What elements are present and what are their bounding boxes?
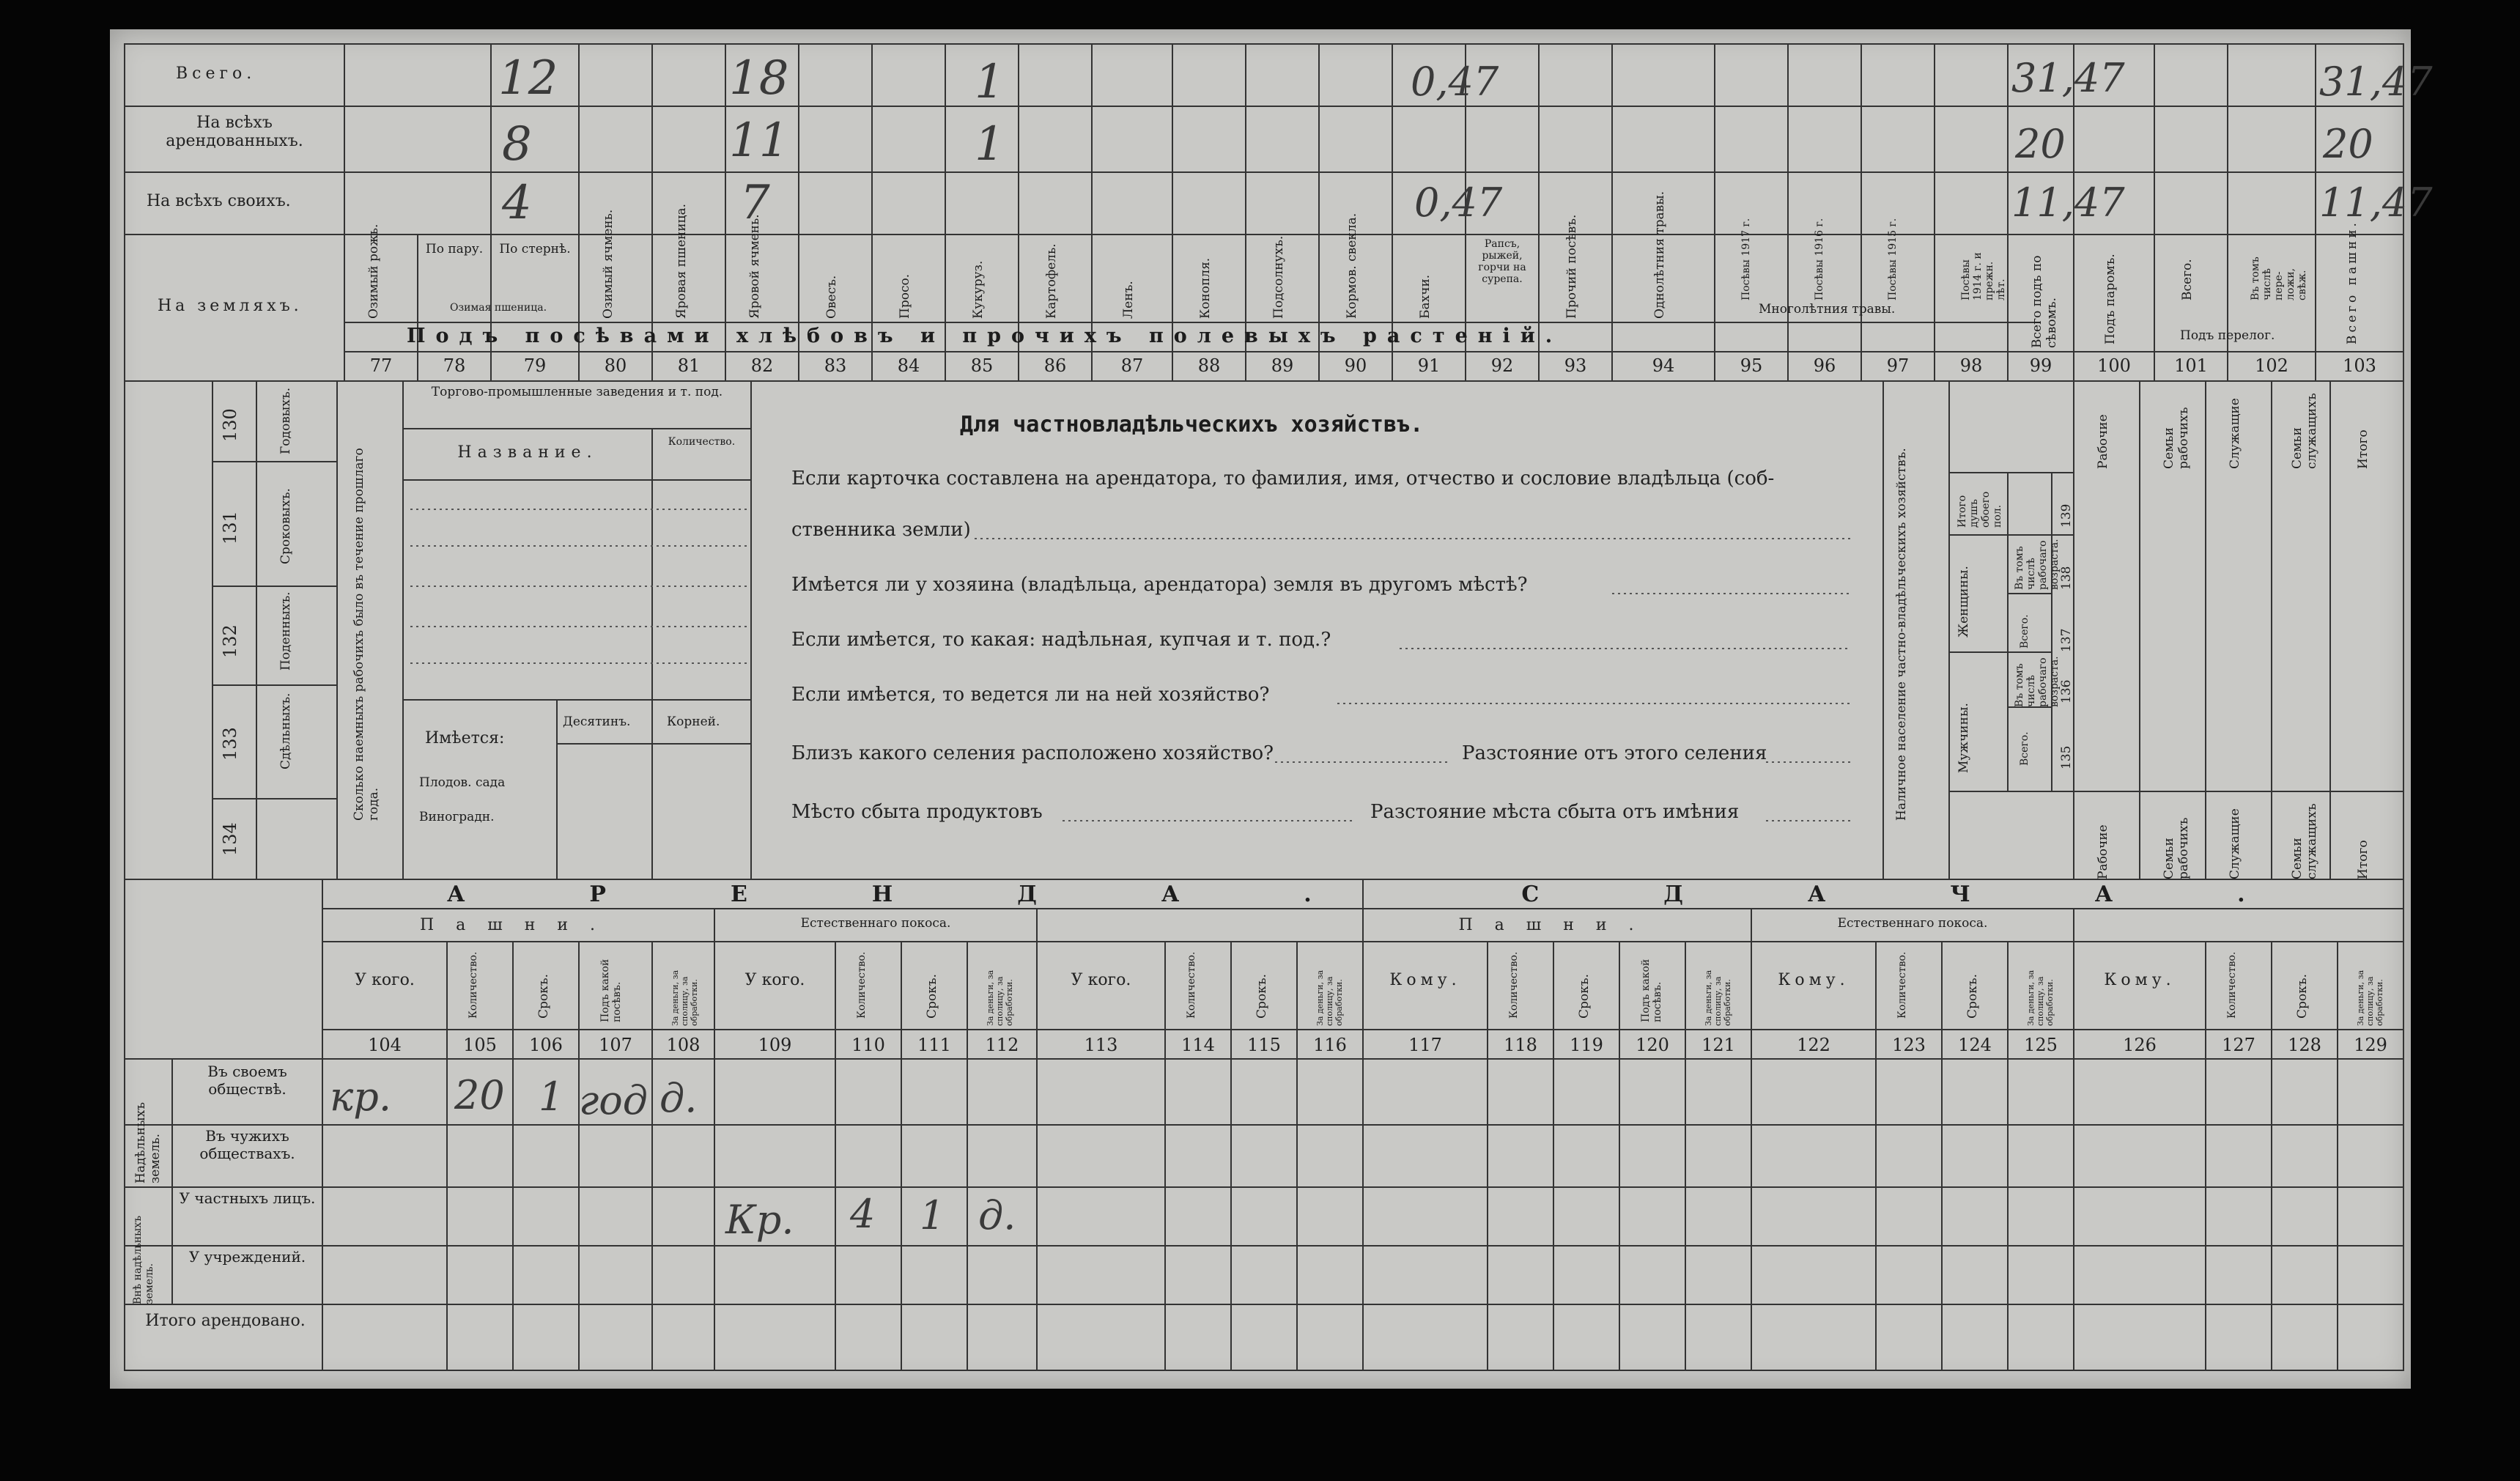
pop-men: Мужчины.: [1956, 703, 1971, 773]
col-num-88: 88: [1197, 355, 1221, 376]
crop-header-7: Просо.: [898, 273, 912, 319]
crop-header-1: По пару.: [425, 242, 484, 256]
sdacha-pokos: Естественнаго покоса.: [1837, 916, 1988, 931]
hand-c99-rented: 20: [2015, 121, 2066, 167]
col-num-78: 78: [443, 355, 466, 376]
a-dengi-3: За деньги, за сполицу, за обработки.: [1315, 970, 1344, 1026]
a-col-113: 113: [1084, 1035, 1118, 1055]
a-srok-1: Срокъ.: [536, 974, 551, 1019]
s-posev-1: Подъ какой посѣвъ.: [1640, 959, 1663, 1022]
a-col-127: 127: [2222, 1035, 2255, 1055]
col-num-95: 95: [1740, 355, 1763, 376]
private-line-9: Разстояние мѣста сбыта отъ имѣния: [1370, 801, 1740, 823]
a-col-121: 121: [1701, 1035, 1735, 1055]
a-col-117: 117: [1408, 1035, 1442, 1055]
s-qty-2: Количество.: [1896, 951, 1908, 1019]
private-line-4: Если имѣется, то какая: надѣльная, купчая и т. под.?: [791, 629, 1331, 651]
a-col-116: 116: [1313, 1035, 1347, 1055]
a-col-125: 125: [2024, 1035, 2058, 1055]
col-num-102: 102: [2255, 355, 2288, 376]
col-num-80: 80: [604, 355, 627, 376]
crop-header-3: Озимый ячмень.: [601, 209, 616, 319]
pop-men-workers: Въ томъ числѣ рабочаго возраста.: [2014, 656, 2061, 707]
a-srok-3: Срокъ.: [1255, 974, 1269, 1019]
private-line-6: Близъ какого селения расположено хозяйство?: [791, 742, 1274, 764]
col-num-87: 87: [1120, 355, 1144, 376]
a-qty-3: Количество.: [1186, 951, 1197, 1019]
col-num-100: 100: [2097, 355, 2131, 376]
hand-c103-total: 31,47: [2319, 59, 2433, 105]
a-dengi-1: За деньги, за сполицу, за обработки.: [670, 970, 699, 1026]
s-komu-2: Кому.: [1778, 971, 1850, 989]
hand-c103-own: 11,47: [2319, 180, 2433, 226]
fallow-group-label: Подъ перелог.: [2180, 328, 2275, 343]
wheat-group-label: Озимая пшеница.: [449, 302, 547, 314]
col-num-103: 103: [2343, 355, 2376, 376]
a-col-129: 129: [2354, 1035, 2387, 1055]
s-srok-2: Срокъ.: [1965, 974, 1980, 1019]
crop-header-23: Подъ паромъ.: [2103, 254, 2118, 344]
private-line-3: Имѣется ли у хозяина (владѣльца, арендатора) земля въ другомъ мѣстѣ?: [791, 574, 1528, 596]
a-col-114: 114: [1181, 1035, 1215, 1055]
col-num-98: 98: [1959, 355, 1983, 376]
perennial-group-label: Многолѣтния травы.: [1759, 302, 1896, 317]
private-line-5: Если имѣется, то ведется ли на ней хозяйство?: [791, 684, 1270, 706]
pop-women-workers: Въ томъ числѣ рабочаго возраста.: [2014, 539, 2061, 590]
worker-num-134: 134: [220, 822, 240, 856]
s-qty-1: Количество.: [1508, 951, 1520, 1019]
row-label-rented: На всѣхъ арендованныхъ.: [166, 114, 303, 150]
crop-header-2: По стернѣ.: [499, 242, 571, 256]
crop-header-14: Бахчи.: [1418, 274, 1433, 319]
hand-r3-pay: д.: [978, 1192, 1016, 1238]
hand-c91-total: 0,47: [1411, 59, 1499, 105]
worker-num-133: 133: [220, 727, 240, 761]
a-col-105: 105: [463, 1035, 497, 1055]
crop-header-10: Ленъ.: [1121, 281, 1136, 319]
population-side-label: Наличное население частно-владѣльческихъ хозяйствъ.: [1894, 448, 1909, 821]
pop-women: Женщины.: [1956, 566, 1971, 638]
hand-c77-own: 4: [502, 176, 532, 230]
a-col-107: 107: [599, 1035, 632, 1055]
s-dengi-1: За деньги, за сполицу, за обработки.: [1704, 970, 1732, 1026]
private-farms-title: Для частновладѣльческихъ хозяйствъ.: [960, 412, 1424, 437]
col-num-96: 96: [1813, 355, 1836, 376]
col-num-92: 92: [1490, 355, 1514, 376]
col-num-77: 77: [369, 355, 393, 376]
col-num-93: 93: [1564, 355, 1587, 376]
crop-header-11: Конопля.: [1198, 257, 1213, 319]
right-col-employee-families: Семьи служащихъ: [2290, 393, 2319, 469]
row-private-persons: У частныхъ лицъ.: [179, 1189, 316, 1207]
arenda-title: АРЕНДА.: [447, 882, 1436, 907]
col-num-91: 91: [1417, 355, 1441, 376]
row-label-own: На всѣхъ своихъ.: [147, 192, 291, 210]
a-col-112: 112: [985, 1035, 1019, 1055]
hand-r1-term: 1: [539, 1074, 564, 1120]
a-col-126: 126: [2123, 1035, 2157, 1055]
hand-r3-qty: 4: [850, 1191, 876, 1237]
crop-header-5: Яровой ячмень.: [747, 214, 762, 319]
hand-c99-total: 31,47: [2011, 55, 2125, 101]
orchard-label: Плодов. сада: [419, 775, 506, 790]
s-dengi-3: За деньги, за сполицу, за обработки.: [2356, 970, 2384, 1026]
hand-r1-crop: год: [579, 1077, 649, 1123]
a-u-kogo-3: У кого.: [1071, 971, 1131, 989]
hand-r1-who: кр.: [330, 1074, 391, 1120]
col-num-84: 84: [897, 355, 920, 376]
row-total-rented: Итого арендовано.: [145, 1312, 306, 1330]
crop-header-8: Кукуруз.: [971, 260, 986, 319]
a-col-123: 123: [1892, 1035, 1926, 1055]
col-num-81: 81: [677, 355, 701, 376]
right-col-employees: Служащие: [2228, 398, 2242, 469]
s-srok-1: Срокъ.: [1577, 974, 1592, 1019]
col-num-94: 94: [1652, 355, 1675, 376]
a-u-kogo-2: У кого.: [744, 971, 805, 989]
crop-header-20: Посѣвы 1915 г.: [1887, 218, 1899, 300]
crop-header-9: Картофель.: [1044, 243, 1059, 319]
a-col-124: 124: [1958, 1035, 1992, 1055]
right-col-employee-families-bottom: Семьи служащихъ: [2290, 803, 2319, 879]
crop-header-0: Озимый рожь.: [366, 224, 381, 319]
worker-label-annual: Годовыхъ.: [278, 387, 293, 454]
hand-r1-qty: 20: [454, 1072, 505, 1118]
a-col-118: 118: [1504, 1035, 1537, 1055]
private-line-7: Разстояние отъ этого селения: [1462, 742, 1767, 764]
crop-header-16: Прочий посѣвъ.: [1564, 214, 1579, 319]
worker-num-132: 132: [220, 624, 240, 658]
a-col-106: 106: [529, 1035, 563, 1055]
hand-r3-who: Кр.: [725, 1197, 794, 1243]
hand-c82-rented: 11: [729, 114, 789, 168]
s-komu-1: Кому.: [1389, 971, 1461, 989]
col-num-82: 82: [750, 355, 774, 376]
s-qty-3: Количество.: [2226, 951, 2238, 1019]
a-u-kogo-1: У кого.: [355, 971, 415, 989]
pop-total-souls: Итого душъ обоего пол.: [1956, 491, 2003, 528]
a-col-128: 128: [2288, 1035, 2321, 1055]
establishments-name-col: Название.: [457, 443, 598, 462]
row-label-lands: На земляхъ.: [158, 297, 303, 315]
sown-band-title: Подъ посѣвами хлѣбовъ и прочихъ полевыхъ растеній.: [407, 325, 1563, 347]
a-dengi-2: За деньги, за сполицу, за обработки.: [986, 970, 1014, 1026]
col-num-90: 90: [1344, 355, 1367, 376]
col-num-89: 89: [1271, 355, 1294, 376]
sdacha-title: СДАЧА.: [1521, 882, 2370, 907]
worker-label-piece: Сдѣльныхъ.: [278, 693, 293, 769]
crop-header-19: Посѣвы 1916 г.: [1814, 218, 1825, 300]
a-col-120: 120: [1636, 1035, 1669, 1055]
pop-num-135: 135: [2059, 745, 2074, 769]
private-line-1: Если карточка составлена на арендатора, то фамилия, имя, отчество и сословие владѣльца (соб-: [791, 468, 1775, 490]
hand-c82-total: 18: [729, 51, 789, 106]
establishments-qty-col: Количество.: [668, 436, 736, 448]
crop-header-12: Подсолнухъ.: [1271, 235, 1286, 319]
crop-header-15: Рапсъ, рыжей, горчи на сурепа.: [1478, 238, 1526, 285]
crop-header-17: Однолѣтния травы.: [1652, 191, 1667, 319]
crop-header-4: Яровая пшеница.: [674, 203, 689, 319]
a-col-122: 122: [1797, 1035, 1830, 1055]
sdacha-pashni: Пашни.: [1458, 916, 1656, 934]
crop-header-13: Кормов. свекла.: [1345, 213, 1359, 319]
worker-label-daily: Поденныхъ.: [278, 591, 293, 671]
a-qty-1: Количество.: [468, 951, 479, 1019]
pop-women-all: Всего.: [2019, 614, 2031, 649]
right-col-worker-families-bottom: Семьи рабочихъ: [2162, 817, 2191, 879]
hand-c77-total: 12: [498, 51, 558, 106]
crop-header-26: Всего пашни.: [2345, 220, 2360, 344]
worker-label-term: Сроковыхъ.: [278, 488, 293, 564]
pop-num-138: 138: [2059, 566, 2074, 590]
private-line-2: ственника земли): [791, 519, 971, 541]
pop-num-137: 137: [2059, 628, 2074, 652]
right-col-worker-families: Семьи рабочихъ: [2162, 407, 2191, 469]
col-num-79: 79: [523, 355, 547, 376]
a-col-111: 111: [917, 1035, 951, 1055]
arenda-pashni: Пашни.: [419, 916, 618, 934]
a-col-115: 115: [1247, 1035, 1281, 1055]
a-col-108: 108: [666, 1035, 701, 1055]
crop-header-6: Овесъ.: [824, 275, 839, 319]
right-col-workers: Рабочие: [2096, 414, 2110, 469]
a-col-109: 109: [758, 1035, 792, 1055]
s-dengi-2: За деньги, за сполицу, за обработки.: [2026, 970, 2055, 1026]
pop-men-all: Всего.: [2019, 731, 2031, 766]
a-col-110: 110: [851, 1035, 885, 1055]
right-col-workers-bottom: Рабочие: [2096, 824, 2110, 879]
col-num-97: 97: [1886, 355, 1910, 376]
worker-num-130: 130: [220, 408, 240, 442]
row-group-allotment: Надѣльныхъ земель.: [133, 1102, 163, 1183]
workers-side-label: Сколько наемныхъ рабочихъ было въ течение прошлаго года.: [352, 448, 381, 821]
hand-c82-own: 7: [740, 176, 770, 230]
row-group-non-allotment: Внѣ надѣльныхъ земель.: [132, 1215, 155, 1304]
row-other-communities: Въ чужихъ обществахъ.: [199, 1127, 295, 1162]
private-line-8: Мѣсто сбыта продуктовъ: [791, 801, 1043, 823]
pop-num-136: 136: [2059, 679, 2074, 703]
hand-c77-rented: 8: [502, 117, 532, 171]
vineyard-label: Виноградн.: [419, 810, 495, 824]
arenda-pokos: Естественнаго покоса.: [800, 916, 951, 931]
pop-num-139: 139: [2059, 503, 2074, 528]
right-col-total-bottom: Итого: [2356, 840, 2371, 879]
hand-c103-rented: 20: [2323, 121, 2373, 167]
worker-num-131: 131: [220, 511, 240, 544]
row-institutions: У учреждений.: [188, 1248, 306, 1266]
hand-c91-own: 0,47: [1414, 180, 1503, 226]
a-srok-2: Срокъ.: [925, 974, 939, 1019]
has-label: Имѣется:: [425, 729, 505, 747]
row-label-total: Всего.: [176, 64, 256, 83]
col-num-85: 85: [970, 355, 994, 376]
right-col-employees-bottom: Служащие: [2228, 808, 2242, 879]
crop-header-18: Посѣвы 1917 г.: [1740, 218, 1752, 300]
korney-col: Корней.: [667, 714, 720, 729]
a-col-119: 119: [1570, 1035, 1603, 1055]
col-num-101: 101: [2174, 355, 2208, 376]
s-srok-3: Срокъ.: [2295, 974, 2310, 1019]
col-num-86: 86: [1043, 355, 1067, 376]
crop-header-21: Посѣвы 1914 г. и прежн. лѣт.: [1960, 252, 2007, 300]
desyatin-col: Десятинъ.: [563, 714, 631, 729]
hand-r3-term: 1: [920, 1192, 945, 1238]
right-col-total: Итого: [2356, 429, 2371, 469]
hand-r1-pay: д.: [659, 1075, 698, 1121]
crop-header-25: Въ томъ числѣ пере-ложи, свѣж.: [2250, 256, 2308, 300]
s-komu-3: Кому.: [2104, 971, 2176, 989]
col-num-83: 83: [824, 355, 847, 376]
row-own-community: Въ своемъ обществѣ.: [207, 1063, 287, 1098]
a-col-104: 104: [368, 1035, 402, 1055]
crop-header-24: Всего.: [2180, 259, 2195, 300]
hand-c85-rented: 1: [975, 117, 1005, 171]
crop-header-22: Всего подъ по сѣвомъ.: [2030, 255, 2059, 348]
establishments-title: Торгово-промышленные заведения и т. под.: [431, 385, 723, 399]
a-posev-1: Подъ какой посѣвъ.: [599, 959, 623, 1022]
col-num-99: 99: [2029, 355, 2052, 376]
a-qty-2: Количество.: [856, 951, 868, 1019]
hand-c85-total: 1: [975, 55, 1005, 109]
hand-c99-own: 11,47: [2011, 180, 2125, 226]
